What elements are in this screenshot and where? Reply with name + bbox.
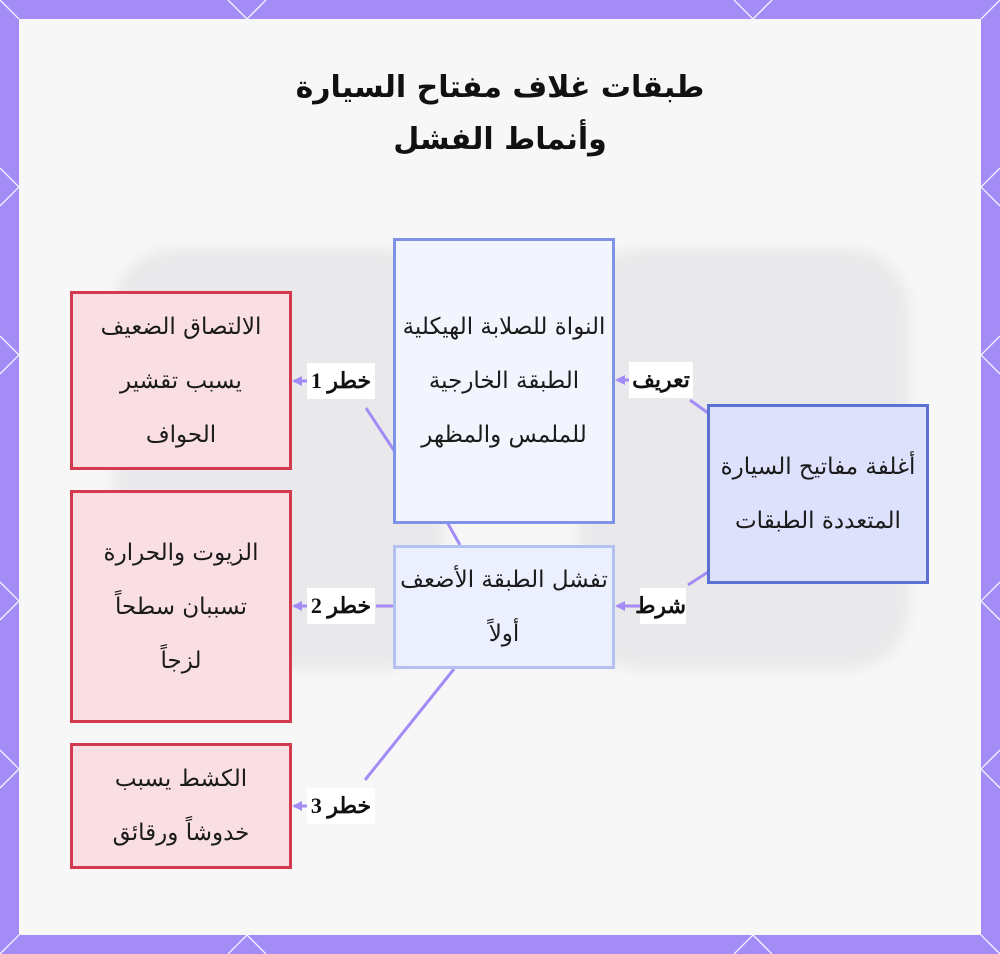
edge-main-to-weak [688,572,708,585]
node-layers-text: النواة للصلابة الهيكلية الطبقة الخارجية للملمس والمظهر [402,314,606,448]
edge-layers-to-weak [447,522,460,545]
node-risk-1 [70,291,292,470]
edge-main-to-layers [690,400,708,413]
node-main-text: أغلفة مفاتيح السيارة المتعددة الطبقات [720,454,916,534]
edge-label-condition: شرط [640,588,686,624]
edge-label-risk-3: خطر 3 [307,788,375,824]
node-layers [393,238,615,524]
edge-label-risk-2: خطر 2 [307,588,375,624]
node-risk-2 [70,490,292,723]
node-risk-3-text: الكشط يسبب خدوشاً ورقائق [112,766,250,846]
node-weakest-layer [393,545,615,669]
diagram-title [0,62,1000,166]
node-multilayer-key-covers [707,404,929,584]
node-weakest-layer-text: تفشل الطبقة الأضعف أولاً [400,567,608,647]
node-risk-3 [70,743,292,869]
title-line-1: طبقات غلاف مفتاح السيارة [295,70,705,105]
node-risk-2-text: الزيوت والحرارة تسببان سطحاً لزجاً [103,539,259,674]
edge-label-define: تعريف [629,362,693,398]
edge-layers-to-risk1 [366,408,395,452]
edge-weak-to-risk3 [365,669,454,780]
edge-label-risk-1: خطر 1 [307,363,375,399]
title-line-2: وأنماط الفشل [393,122,607,157]
node-risk-1-text: الالتصاق الضعيف يسبب تقشير الحواف [100,313,262,448]
